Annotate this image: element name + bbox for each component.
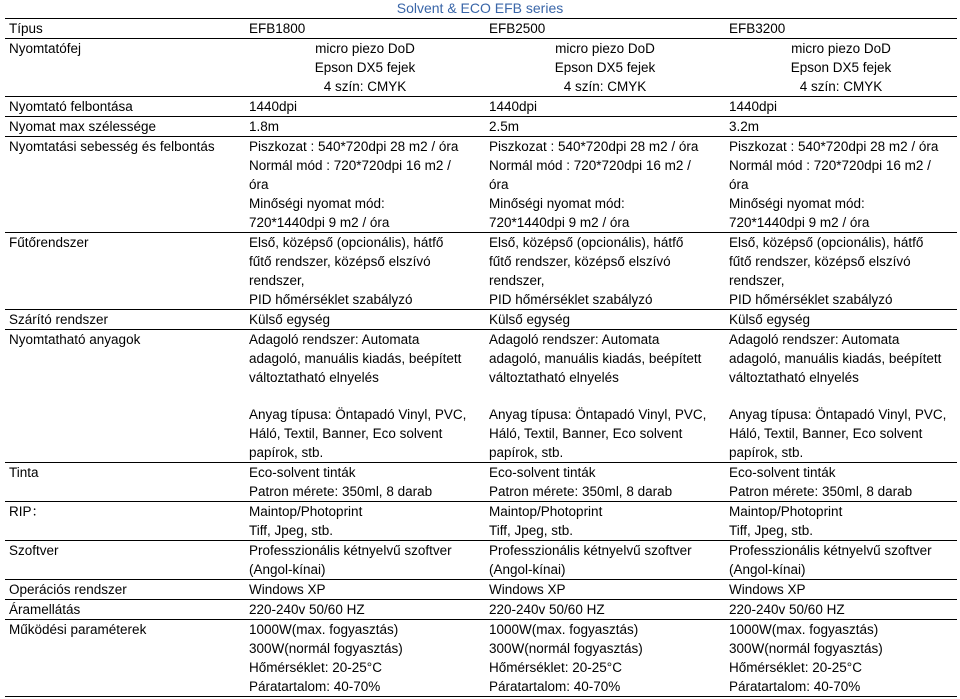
spec-cell-line: 1440dpi (249, 99, 298, 114)
spec-cell-line: Professzionális kétnyelvű szoftver (729, 543, 932, 558)
header-cell-model: EFB2500 (485, 19, 725, 39)
spec-cell-line: Maintop/Photoprint (729, 504, 843, 519)
spec-cell (485, 502, 725, 541)
spec-cell-line: 300W(normál fogyasztás) (249, 641, 403, 656)
spec-cell-line: 4 szín: CMYK (323, 79, 407, 94)
spec-cell (245, 600, 485, 620)
spec-cell (485, 137, 725, 233)
spec-cell-line: Adagoló rendszer: Automata (249, 332, 420, 347)
spec-cell-line: Hőmérséklet: 20-25°C (249, 660, 382, 675)
spec-cell-line: 220-240v 50/60 HZ (249, 602, 365, 617)
header-cell-model: EFB3200 (725, 19, 957, 39)
spec-cell-line: papírok, stb. (729, 445, 804, 460)
spec-cell-line: 1000W(max. fogyasztás) (489, 622, 639, 637)
spec-cell (485, 541, 725, 580)
spec-cell-line: 300W(normál fogyasztás) (489, 641, 643, 656)
spec-cell (245, 233, 485, 310)
spec-cell-line: Minőségi nyomat mód: (489, 196, 625, 211)
spec-cell-line: Professzionális kétnyelvű szoftver (249, 543, 452, 558)
spec-cell-line: Páratartalom: 40-70% (729, 679, 861, 694)
spec-cell-line: Anyag típusa: Öntapadó Vinyl, PVC, (729, 407, 947, 422)
spec-cell-line: Háló, Textil, Banner, Eco solvent (249, 426, 443, 441)
spec-cell (245, 502, 485, 541)
spec-cell-line: Windows XP (729, 582, 806, 597)
spec-cell-line: Háló, Textil, Banner, Eco solvent (489, 426, 683, 441)
spec-cell-line: Adagoló rendszer: Automata (729, 332, 900, 347)
spec-cell-line (489, 387, 725, 405)
spec-cell (725, 580, 957, 600)
spec-cell-line: Eco-solvent tinták (249, 465, 356, 480)
row-label: Nyomat max szélessége (5, 117, 245, 137)
spec-cell-line: Normál mód : 720*720dpi 16 m2 / (489, 158, 691, 173)
spec-cell-line: Patron mérete: 350ml, 8 darab (249, 484, 433, 499)
row-label: Működési paraméterek (5, 620, 245, 697)
spec-cell-line: Anyag típusa: Öntapadó Vinyl, PVC, (249, 407, 467, 422)
table-row (5, 620, 957, 697)
spec-cell (725, 117, 957, 137)
table-row (5, 310, 957, 330)
spec-cell-line: fűtő rendszer, középső elszívó (249, 254, 431, 269)
spec-cell-line: Tiff, Jpeg, stb. (249, 523, 334, 538)
spec-cell-line: PID hőmérséklet szabályzó (489, 292, 653, 307)
spec-cell-line: PID hőmérséklet szabályzó (249, 292, 413, 307)
spec-cell-line: rendszer, (729, 273, 785, 288)
table-row (5, 137, 957, 233)
spec-cell-line: 1.8m (249, 119, 280, 134)
spec-cell-line: Normál mód : 720*720dpi 16 m2 / (729, 158, 931, 173)
spec-cell (485, 39, 725, 97)
spec-cell (245, 580, 485, 600)
spec-cell-line: 1000W(max. fogyasztás) (729, 622, 879, 637)
spec-cell-line: Maintop/Photoprint (249, 504, 363, 519)
spec-cell-line: Páratartalom: 40-70% (249, 679, 381, 694)
spec-cell (485, 97, 725, 117)
row-label: Nyomtatható anyagok (5, 330, 245, 463)
spec-cell-line: változtatható elnyelés (729, 370, 859, 385)
spec-cell-line: adagoló, manuális kiadás, beépített (489, 351, 702, 366)
spec-cell (485, 463, 725, 502)
spec-cell (245, 137, 485, 233)
spec-cell (485, 580, 725, 600)
spec-cell-line: Külső egység (489, 312, 571, 327)
spec-cell-line: Adagoló rendszer: Automata (489, 332, 660, 347)
spec-cell-line: adagoló, manuális kiadás, beépített (249, 351, 462, 366)
spec-cell-line: óra (489, 177, 509, 192)
row-label: Szárító rendszer (5, 310, 245, 330)
row-label: Szoftver (5, 541, 245, 580)
table-row (5, 580, 957, 600)
spec-cell-line: óra (729, 177, 749, 192)
spec-cell (725, 541, 957, 580)
spec-cell-line: Epson DX5 fejek (554, 60, 656, 75)
spec-cell-line: Piszkozat : 540*720dpi 28 m2 / óra (729, 139, 939, 154)
spec-cell-line: Windows XP (249, 582, 326, 597)
spec-cell-line: Hőmérséklet: 20-25°C (729, 660, 862, 675)
spec-cell-line (729, 387, 957, 405)
spec-cell-line: változtatható elnyelés (489, 370, 619, 385)
spec-cell-line (249, 387, 485, 405)
spec-cell-line: Windows XP (489, 582, 566, 597)
spec-cell-line: rendszer, (249, 273, 305, 288)
document-title: Solvent & ECO EFB series (396, 0, 564, 16)
spec-cell (245, 541, 485, 580)
spec-cell-line: Normál mód : 720*720dpi 16 m2 / (249, 158, 451, 173)
spec-cell-line: Tiff, Jpeg, stb. (489, 523, 574, 538)
spec-cell-line: 720*1440dpi 9 m2 / óra (489, 215, 630, 230)
table-row (5, 97, 957, 117)
spec-cell (245, 97, 485, 117)
spec-cell (725, 600, 957, 620)
spec-cell (725, 463, 957, 502)
spec-cell (245, 463, 485, 502)
spec-cell-line: Patron mérete: 350ml, 8 darab (729, 484, 913, 499)
spec-cell-line: 2.5m (489, 119, 520, 134)
spec-cell (725, 620, 957, 697)
table-row (5, 39, 957, 97)
row-label: Nyomtatófej (5, 39, 245, 97)
spec-cell-line: Külső egység (249, 312, 331, 327)
spec-cell-line: (Angol-kínai) (729, 562, 806, 577)
spec-cell-line: Epson DX5 fejek (790, 60, 892, 75)
spec-cell-line: adagoló, manuális kiadás, beépített (729, 351, 942, 366)
spec-cell-line: Piszkozat : 540*720dpi 28 m2 / óra (249, 139, 459, 154)
spec-cell-line: Minőségi nyomat mód: (249, 196, 385, 211)
table-row (5, 502, 957, 541)
spec-cell-line: 300W(normál fogyasztás) (729, 641, 883, 656)
spec-cell-line: 4 szín: CMYK (799, 79, 883, 94)
row-label: Tinta (5, 463, 245, 502)
spec-cell (725, 233, 957, 310)
spec-cell-line: Anyag típusa: Öntapadó Vinyl, PVC, (489, 407, 707, 422)
spec-cell (485, 310, 725, 330)
spec-cell (245, 117, 485, 137)
spec-cell (725, 502, 957, 541)
spec-cell-line: Első, középső (opcionális), hátfő (249, 235, 444, 250)
spec-cell-line: 220-240v 50/60 HZ (729, 602, 845, 617)
spec-cell-line: Piszkozat : 540*720dpi 28 m2 / óra (489, 139, 699, 154)
table-header-row (5, 19, 957, 39)
row-label: Áramellátás (5, 600, 245, 620)
row-label: Nyomtató felbontása (5, 97, 245, 117)
spec-cell-line: micro piezo DoD (315, 41, 415, 56)
spec-cell-line: micro piezo DoD (791, 41, 891, 56)
spec-cell-line: 220-240v 50/60 HZ (489, 602, 605, 617)
spec-cell (485, 233, 725, 310)
spec-cell (485, 600, 725, 620)
table-row (5, 541, 957, 580)
spec-cell-line: Maintop/Photoprint (489, 504, 603, 519)
spec-cell (725, 330, 957, 463)
spec-cell (245, 620, 485, 697)
spec-cell-line: Professzionális kétnyelvű szoftver (489, 543, 692, 558)
table-row (5, 600, 957, 620)
spec-cell-line: rendszer, (489, 273, 545, 288)
spec-cell-line: fűtő rendszer, középső elszívó (729, 254, 911, 269)
spec-cell (245, 39, 485, 97)
spec-cell-line: Első, középső (opcionális), hátfő (489, 235, 684, 250)
spec-cell-line: Epson DX5 fejek (314, 60, 416, 75)
row-label: Operációs rendszer (5, 580, 245, 600)
spec-cell-line: 1000W(max. fogyasztás) (249, 622, 399, 637)
spec-cell-line: Első, középső (opcionális), hátfő (729, 235, 924, 250)
table-row (5, 463, 957, 502)
spec-cell-line: (Angol-kínai) (489, 562, 566, 577)
spec-cell (485, 117, 725, 137)
row-label: RIP： (5, 502, 245, 541)
spec-cell (725, 39, 957, 97)
spec-cell-line: papírok, stb. (249, 445, 324, 460)
spec-cell-line: Páratartalom: 40-70% (489, 679, 621, 694)
table-row (5, 330, 957, 463)
spec-cell (725, 97, 957, 117)
spec-cell (485, 620, 725, 697)
row-label: Fűtőrendszer (5, 233, 245, 310)
spec-cell-line: Külső egység (729, 312, 811, 327)
spec-cell-line: PID hőmérséklet szabályzó (729, 292, 893, 307)
spec-cell-line: 1440dpi (729, 99, 778, 114)
spec-cell-line: Eco-solvent tinták (729, 465, 836, 480)
spec-cell-line: óra (249, 177, 269, 192)
header-cell-type: Típus (5, 19, 245, 39)
spec-cell-line: Minőségi nyomat mód: (729, 196, 865, 211)
spec-cell-line: Eco-solvent tinták (489, 465, 596, 480)
spec-cell (485, 330, 725, 463)
spec-cell-line: (Angol-kínai) (249, 562, 326, 577)
row-label: Nyomtatási sebesség és felbontás (5, 137, 245, 233)
spec-cell-line: 1440dpi (489, 99, 538, 114)
spec-cell-line: Patron mérete: 350ml, 8 darab (489, 484, 673, 499)
spec-table (5, 18, 957, 697)
spec-cell (725, 137, 957, 233)
spec-cell-line: papírok, stb. (489, 445, 564, 460)
spec-cell-line: fűtő rendszer, középső elszívó (489, 254, 671, 269)
table-row (5, 233, 957, 310)
spec-cell-line: változtatható elnyelés (249, 370, 379, 385)
spec-cell-line: Háló, Textil, Banner, Eco solvent (729, 426, 923, 441)
spec-cell-line: 4 szín: CMYK (563, 79, 647, 94)
spec-cell-line: 720*1440dpi 9 m2 / óra (249, 215, 390, 230)
spec-cell-line: Tiff, Jpeg, stb. (729, 523, 814, 538)
spec-cell-line: micro piezo DoD (555, 41, 655, 56)
spec-cell-line: 720*1440dpi 9 m2 / óra (729, 215, 870, 230)
spec-cell-line: 3.2m (729, 119, 760, 134)
spec-cell (245, 310, 485, 330)
spec-cell (725, 310, 957, 330)
header-cell-model: EFB1800 (245, 19, 485, 39)
table-row (5, 117, 957, 137)
spec-cell (245, 330, 485, 463)
spec-cell-line: Hőmérséklet: 20-25°C (489, 660, 622, 675)
